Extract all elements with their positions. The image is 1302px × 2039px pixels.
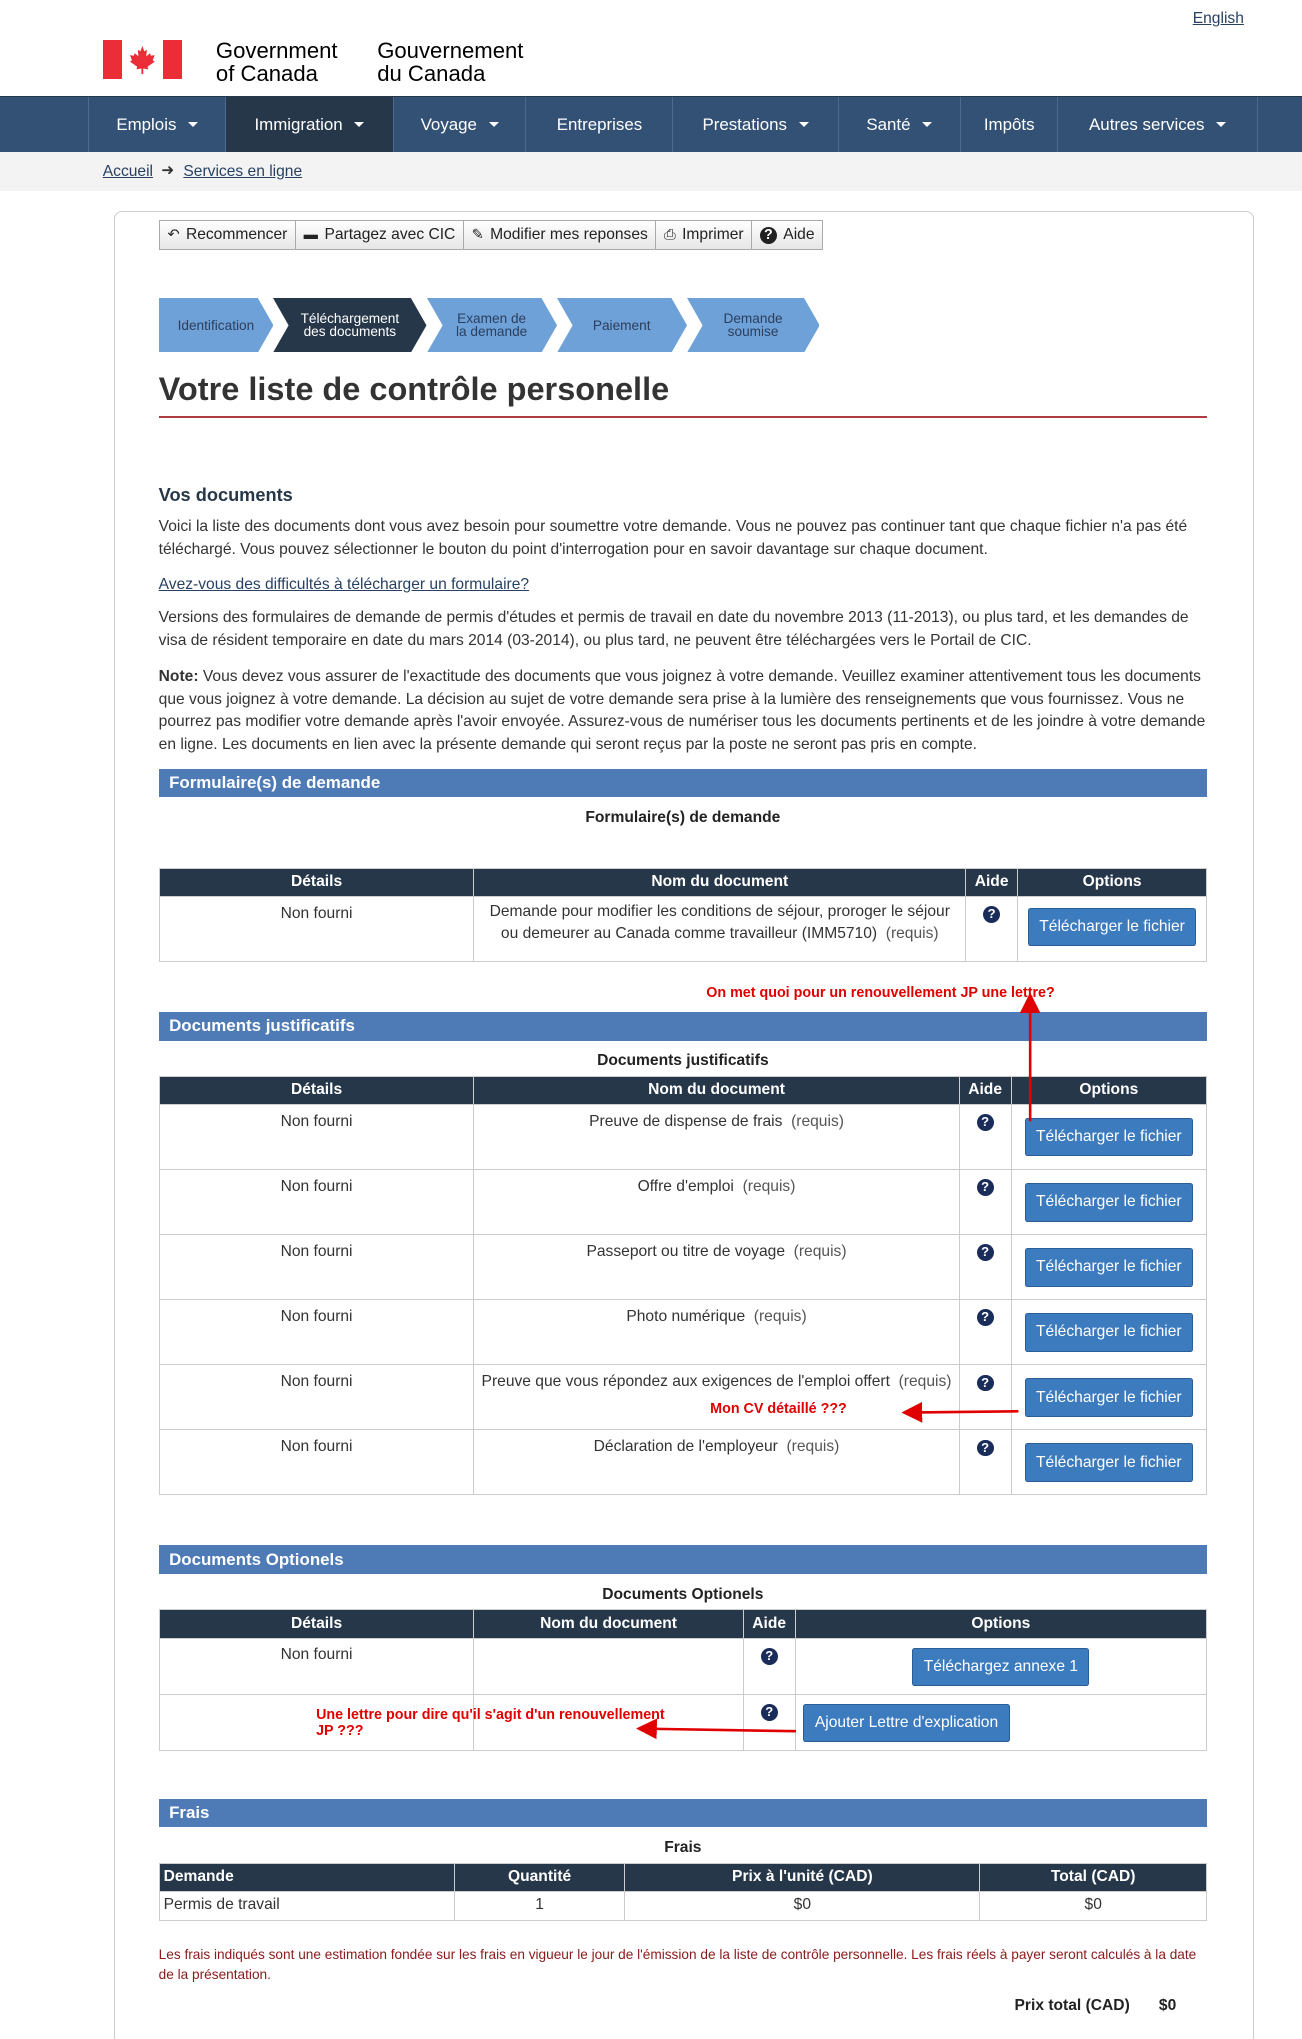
step-line2: soumise xyxy=(727,324,779,340)
doc-status: Non fourni xyxy=(159,1430,474,1495)
canada-flag-icon xyxy=(103,40,182,79)
annotation-letter-line1: Une lettre pour dire qu'il s'agit d'un renouvellement xyxy=(316,1706,665,1723)
doc-options xyxy=(795,1694,1206,1750)
upload-file-button[interactable]: Télécharger le fichier xyxy=(1025,1313,1193,1351)
difficulty-paragraph xyxy=(159,574,1207,597)
nav-label: Emplois xyxy=(116,114,177,134)
step-line1: Identification xyxy=(177,317,255,333)
col-options: Options xyxy=(795,1609,1206,1638)
question-help-icon[interactable]: ? xyxy=(977,1440,994,1457)
total-price-value: $0 xyxy=(1158,1996,1177,2014)
doc-options xyxy=(1011,1170,1206,1235)
page-title: Votre liste de contrôle personelle xyxy=(158,370,670,407)
annotation-renewal-question: On met quoi pour un renouvellement JP une lettre? xyxy=(706,984,1055,1001)
doc-name xyxy=(474,1170,959,1235)
col-quantity: Quantité xyxy=(454,1863,624,1892)
caret-down-icon xyxy=(799,122,809,127)
doc-status: Non fourni xyxy=(159,897,474,962)
doc-name-text: Passeport ou titre de voyage xyxy=(586,1243,785,1261)
caret-down-icon xyxy=(188,122,198,127)
doc-name xyxy=(474,1365,959,1430)
help-label: Aide xyxy=(783,225,815,243)
share-button[interactable] xyxy=(295,220,464,250)
undo-icon: ↶ xyxy=(167,226,180,243)
gov-fr-line1: Gouvernement xyxy=(377,38,524,64)
nav-voyage[interactable] xyxy=(393,97,526,152)
doc-help-cell xyxy=(959,1300,1011,1365)
doc-help-cell xyxy=(959,1365,1011,1430)
table-row xyxy=(159,897,1206,962)
breadcrumb-services-link[interactable]: Services en ligne xyxy=(183,162,303,180)
nav-label: Santé xyxy=(866,114,911,134)
breadcrumb-home-link[interactable]: Accueil xyxy=(102,162,154,180)
supporting-table-caption: Documents justificatifs xyxy=(597,1052,769,1070)
col-unit-price: Prix à l'unité (CAD) xyxy=(625,1863,980,1892)
table-header-row xyxy=(159,868,1206,897)
nav-label: Impôts xyxy=(983,114,1035,134)
caret-down-icon xyxy=(354,122,364,127)
edit-label: Modifier mes reponses xyxy=(490,225,648,243)
doc-options xyxy=(1011,1365,1206,1430)
required-tag: (requis) xyxy=(742,1178,796,1196)
table-row xyxy=(159,1638,1206,1694)
doc-help-cell xyxy=(959,1235,1011,1300)
nav-label: Immigration xyxy=(254,114,343,134)
question-help-icon[interactable]: ? xyxy=(983,906,1000,923)
doc-name-text: Photo numérique xyxy=(626,1308,746,1326)
col-details: Détails xyxy=(159,1609,474,1638)
forms-table-caption: Formulaire(s) de demande xyxy=(585,809,781,827)
required-tag: (requis) xyxy=(791,1113,844,1131)
col-name: Nom du document xyxy=(474,1609,743,1638)
doc-options xyxy=(795,1638,1206,1694)
col-help: Aide xyxy=(959,1076,1011,1105)
doc-name-text: Preuve de dispense de frais xyxy=(589,1113,783,1131)
total-price-label: Prix total (CAD) xyxy=(1014,1996,1130,2014)
nav-impots[interactable] xyxy=(960,97,1058,152)
col-help: Aide xyxy=(743,1609,795,1638)
versions-paragraph: Versions des formulaires de demande de permis d'études et permis de travail en date du novembre 2013 (11-2013), ou plus tard, et les demandes de visa de résident temporaire en date du mars 2014 (03-2014), ou plus tard, ne peuvent être téléchargées vers le Portail de CIC. xyxy=(158,609,1189,650)
gov-en-line1: Government xyxy=(215,38,338,64)
fees-table-caption: Frais xyxy=(664,1839,702,1857)
fee-total: $0 xyxy=(980,1892,1207,1921)
upload-file-button[interactable]: Télécharger le fichier xyxy=(1025,1443,1193,1481)
question-help-icon[interactable]: ? xyxy=(977,1179,994,1196)
table-header-row xyxy=(159,1609,1206,1638)
col-total: Total (CAD) xyxy=(980,1863,1207,1892)
doc-name xyxy=(474,1430,959,1495)
help-button[interactable] xyxy=(751,220,823,250)
doc-name xyxy=(474,897,966,962)
doc-options xyxy=(1018,897,1207,962)
pencil-icon: ✎ xyxy=(471,226,484,243)
language-toggle-link[interactable]: English xyxy=(1192,10,1244,28)
action-toolbar xyxy=(159,220,822,250)
col-name: Nom du document xyxy=(474,1076,959,1105)
question-help-icon[interactable]: ? xyxy=(977,1309,994,1326)
step-line1: Téléchargement xyxy=(300,311,400,327)
nav-label: Autres services xyxy=(1089,114,1205,134)
documents-heading: Vos documents xyxy=(158,485,293,506)
doc-name-text: Déclaration de l'employeur xyxy=(593,1438,778,1456)
supporting-table xyxy=(159,1076,1207,1496)
upload-file-button[interactable]: Télécharger le fichier xyxy=(1025,1183,1193,1221)
fees-header-label: Frais xyxy=(169,1803,210,1823)
table-header-row xyxy=(159,1076,1206,1105)
nav-sante[interactable] xyxy=(838,97,960,152)
caret-down-icon xyxy=(1216,122,1226,127)
nav-entreprises[interactable] xyxy=(525,97,672,152)
doc-status: Non fourni xyxy=(159,1638,474,1694)
step-demande-soumise xyxy=(687,298,820,353)
arrow-right-icon: ➜ xyxy=(161,162,175,180)
question-help-icon[interactable]: ? xyxy=(977,1375,994,1392)
doc-help-cell xyxy=(743,1694,795,1750)
doc-name-text: Demande pour modifier les conditions de séjour, proroger le séjour ou demeurer au Canada comme travailleur (IMM5710) xyxy=(489,903,950,943)
speech-bubble-icon: ▬ xyxy=(303,226,318,243)
nav-immigration[interactable] xyxy=(225,97,393,152)
step-line1: Paiement xyxy=(592,317,651,333)
doc-name xyxy=(474,1638,743,1694)
nav-autres-services[interactable] xyxy=(1057,97,1257,152)
required-tag: (requis) xyxy=(786,1438,840,1456)
step-examen xyxy=(427,298,557,353)
doc-help-cell xyxy=(966,897,1018,962)
nav-prestations[interactable] xyxy=(672,97,837,152)
maple-leaf-icon xyxy=(130,46,155,75)
difficulty-link[interactable]: Avez-vous des difficultés à télécharger un formulaire? xyxy=(158,575,530,593)
required-tag: (requis) xyxy=(885,925,939,943)
doc-status: Non fourni xyxy=(159,1170,474,1235)
doc-name xyxy=(474,1105,959,1170)
table-row xyxy=(159,1105,1206,1170)
share-label: Partagez avec CIC xyxy=(324,225,456,243)
step-telechargement xyxy=(273,298,426,353)
optional-header-label: Documents Optionels xyxy=(169,1549,344,1569)
doc-name-text: Preuve que vous répondez aux exigences de l'emploi offert xyxy=(481,1373,890,1391)
doc-options xyxy=(1011,1235,1206,1300)
upload-file-button[interactable]: Télécharger le fichier xyxy=(1025,1378,1193,1416)
fees-section-header xyxy=(159,1799,1207,1828)
caret-down-icon xyxy=(489,122,499,127)
upload-file-button[interactable]: Télécharger le fichier xyxy=(1028,908,1196,946)
question-icon: ? xyxy=(760,227,777,244)
add-explanation-letter-button[interactable]: Ajouter Lettre d'explication xyxy=(803,1704,1009,1742)
doc-help-cell xyxy=(959,1105,1011,1170)
restart-label: Recommencer xyxy=(185,225,288,243)
note-label: Note: xyxy=(158,667,199,685)
edit-answers-button[interactable] xyxy=(463,220,657,250)
table-row xyxy=(159,1365,1206,1430)
required-tag: (requis) xyxy=(753,1308,807,1326)
table-header-row xyxy=(159,1863,1206,1892)
table-row xyxy=(159,1235,1206,1300)
doc-status: Non fourni xyxy=(159,1105,474,1170)
note-paragraph xyxy=(159,666,1207,757)
col-name: Nom du document xyxy=(474,868,966,897)
nav-label: Entreprises xyxy=(556,114,643,134)
question-help-icon[interactable]: ? xyxy=(761,1704,778,1721)
doc-name xyxy=(474,1235,959,1300)
forms-header-label: Formulaire(s) de demande xyxy=(169,773,381,792)
step-line1: Examen de xyxy=(457,311,527,327)
col-details: Détails xyxy=(159,868,474,897)
fee-quantity: 1 xyxy=(454,1892,624,1921)
caret-down-icon xyxy=(922,122,932,127)
restart-button[interactable] xyxy=(159,220,296,250)
doc-help-cell xyxy=(743,1638,795,1694)
doc-status: Non fourni xyxy=(159,1365,474,1430)
question-help-icon[interactable]: ? xyxy=(977,1114,994,1131)
table-row xyxy=(159,1170,1206,1235)
doc-help-cell xyxy=(959,1170,1011,1235)
step-line1: Demande xyxy=(723,311,783,327)
gov-signature-fr xyxy=(377,39,523,86)
gov-signature-en xyxy=(216,39,338,86)
doc-options xyxy=(1011,1300,1206,1365)
step-paiement xyxy=(557,298,687,353)
print-button[interactable] xyxy=(655,220,752,250)
doc-name xyxy=(474,1300,959,1365)
doc-name-text: Offre d'emploi xyxy=(637,1178,734,1196)
question-help-icon[interactable]: ? xyxy=(761,1648,778,1665)
doc-help-cell xyxy=(959,1430,1011,1495)
doc-options xyxy=(1011,1105,1206,1170)
main-navigation xyxy=(0,96,1302,152)
optional-table-caption: Documents Optionels xyxy=(602,1585,764,1603)
gov-en-line2: of Canada xyxy=(215,61,318,87)
required-tag: (requis) xyxy=(898,1373,952,1391)
required-tag: (requis) xyxy=(793,1243,847,1261)
col-options: Options xyxy=(1018,868,1207,897)
print-label: Imprimer xyxy=(682,225,744,243)
forms-table xyxy=(159,868,1207,963)
nav-label: Prestations xyxy=(702,114,787,134)
fees-disclaimer: Les frais indiqués sont une estimation fondée sur les frais en vigueur le jour de l'émission de la liste de contrôle personnelle. Les frais réels à payer seront calculés à la date de la présentation. xyxy=(158,1946,1197,1983)
upload-annex-button[interactable]: Téléchargez annexe 1 xyxy=(912,1648,1089,1686)
col-request: Demande xyxy=(159,1863,454,1892)
note-text: Vous devez vous assurer de l'exactitude des documents que vous joignez à votre demande. Veuillez examiner attentivement tous les documents que vous joignez à votre demande. La décision au sujet de votre demande sera prise à la lumière des renseignements que vous fournissez. Vous ne pourrez pas modifier votre demande après l'avoir envoyée. Assurez-vous de numériser tous les documents pertinents et de les joindre à votre demande en ligne. Les documents en lien avec la présente demande qui seront reçus par la poste ne seront pas pris en compte. xyxy=(158,667,1206,754)
doc-status: Non fourni xyxy=(159,1235,474,1300)
supporting-header-label: Documents justificatifs xyxy=(169,1016,355,1036)
step-line2: la demande xyxy=(455,324,528,340)
step-identification xyxy=(159,298,273,353)
forms-section-header xyxy=(159,769,1207,798)
supporting-section-header xyxy=(159,1012,1207,1041)
doc-options xyxy=(1011,1430,1206,1495)
fee-unit-price: $0 xyxy=(625,1892,980,1921)
documents-intro: Voici la liste des documents dont vous avez besoin pour soumettre votre demande. Vous ne pouvez pas continuer tant que chaque fichier n'a pas été téléchargé. Vous pouvez sélectionner le bouton du point d'interrogation pour en savoir davantage sur chaque document. xyxy=(158,518,1188,559)
doc-status: Non fourni xyxy=(159,1300,474,1365)
fee-request: Permis de travail xyxy=(159,1892,454,1921)
title-divider xyxy=(159,416,1207,417)
question-help-icon[interactable]: ? xyxy=(977,1244,994,1261)
optional-section-header xyxy=(159,1545,1207,1574)
nav-emplois[interactable] xyxy=(88,97,225,152)
gov-fr-line2: du Canada xyxy=(377,61,486,87)
col-help: Aide xyxy=(966,868,1018,897)
annotation-cv-question: Mon CV détaillé ??? xyxy=(710,1400,847,1417)
col-options: Options xyxy=(1011,1076,1206,1105)
annotation-letter-question xyxy=(316,1707,665,1741)
col-details: Détails xyxy=(159,1076,474,1105)
upload-file-button[interactable]: Télécharger le fichier xyxy=(1025,1248,1193,1286)
printer-icon: ⎙ xyxy=(664,226,676,243)
nav-label: Voyage xyxy=(420,114,477,134)
table-row xyxy=(159,1892,1206,1921)
table-row xyxy=(159,1430,1206,1495)
fees-table xyxy=(159,1863,1207,1921)
annotation-letter-line2: JP ??? xyxy=(316,1723,364,1740)
upload-file-button[interactable]: Télécharger le fichier xyxy=(1025,1118,1193,1156)
table-row xyxy=(159,1300,1206,1365)
step-line2: des documents xyxy=(303,324,397,340)
